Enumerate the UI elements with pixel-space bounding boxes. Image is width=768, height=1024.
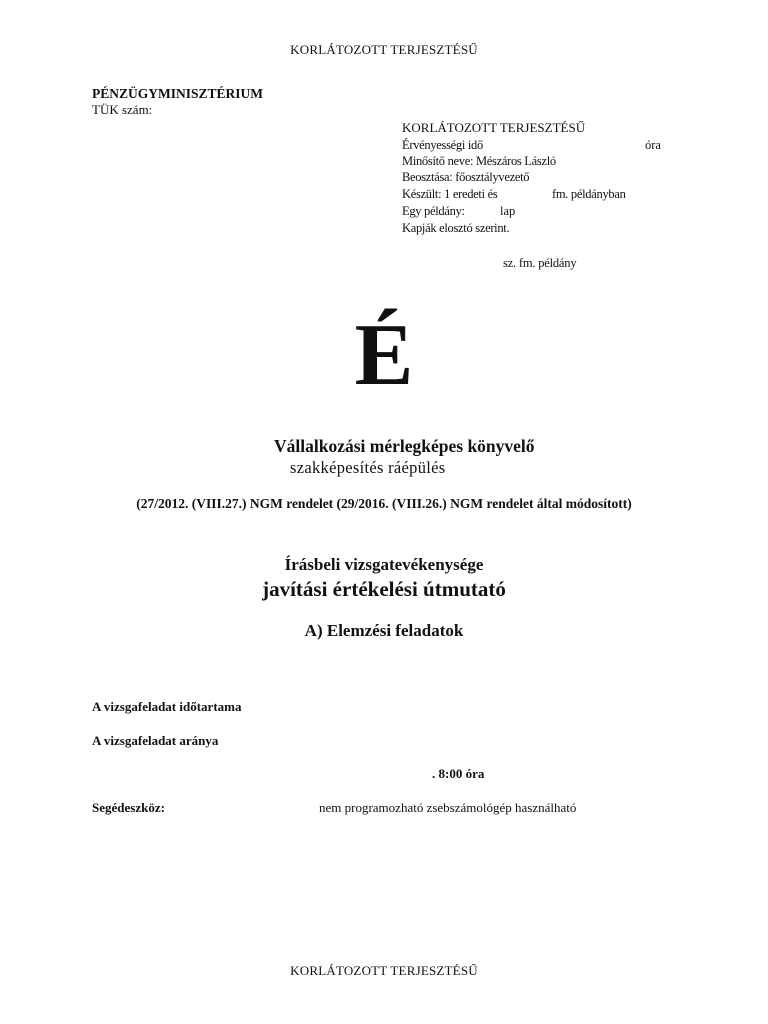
document-marker-letter: É bbox=[354, 307, 414, 404]
pages-unit: lap bbox=[500, 204, 516, 218]
duration-value: . 8:00 óra bbox=[432, 766, 485, 781]
ratio-label: A vizsgafeladat aránya bbox=[92, 733, 219, 748]
classifier-position: Beosztása: főosztályvezető bbox=[402, 170, 530, 184]
ministry-name: PÉNZÜGYMINISZTÉRIUM bbox=[92, 86, 264, 101]
qualification-subtitle: szakképesítés ráépülés bbox=[290, 458, 446, 477]
validity-label: Érvényességi idő bbox=[402, 138, 483, 152]
classifier-name: Minősítő neve: Mészáros László bbox=[402, 154, 556, 168]
classification-restriction: KORLÁTOZOTT TERJESZTÉSŰ bbox=[402, 120, 586, 135]
regulation-reference: (27/2012. (VIII.27.) NGM rendelet (29/2016. (VIII.26.) NGM rendelet által módosított) bbox=[136, 496, 632, 511]
qualification-title: Vállalkozási mérlegképes könyvelő bbox=[274, 436, 535, 456]
validity-unit: óra bbox=[645, 138, 661, 152]
tools-value: nem programozható zsebszámológép használható bbox=[319, 800, 577, 815]
copies-unit: fm. példányban bbox=[552, 187, 626, 201]
exam-section: A) Elemzési feladatok bbox=[304, 621, 464, 640]
made-in-label: Készült: 1 eredeti és bbox=[402, 187, 498, 201]
copy-number: sz. fm. példány bbox=[503, 256, 577, 270]
header-restriction: KORLÁTOZOTT TERJESZTÉSŰ bbox=[290, 42, 478, 57]
tools-label: Segédeszköz: bbox=[92, 800, 165, 815]
one-copy-label: Egy példány: bbox=[402, 204, 465, 218]
duration-label: A vizsgafeladat időtartama bbox=[92, 699, 242, 714]
exam-activity: Írásbeli vizsgatevékenysége bbox=[284, 555, 484, 574]
footer-restriction: KORLÁTOZOTT TERJESZTÉSŰ bbox=[290, 963, 478, 978]
exam-guide-title: javítási értékelési útmutató bbox=[262, 577, 506, 601]
distribution-note: Kapják elosztó szerint. bbox=[402, 221, 510, 235]
tuk-number-label: TÜK szám: bbox=[92, 102, 153, 117]
